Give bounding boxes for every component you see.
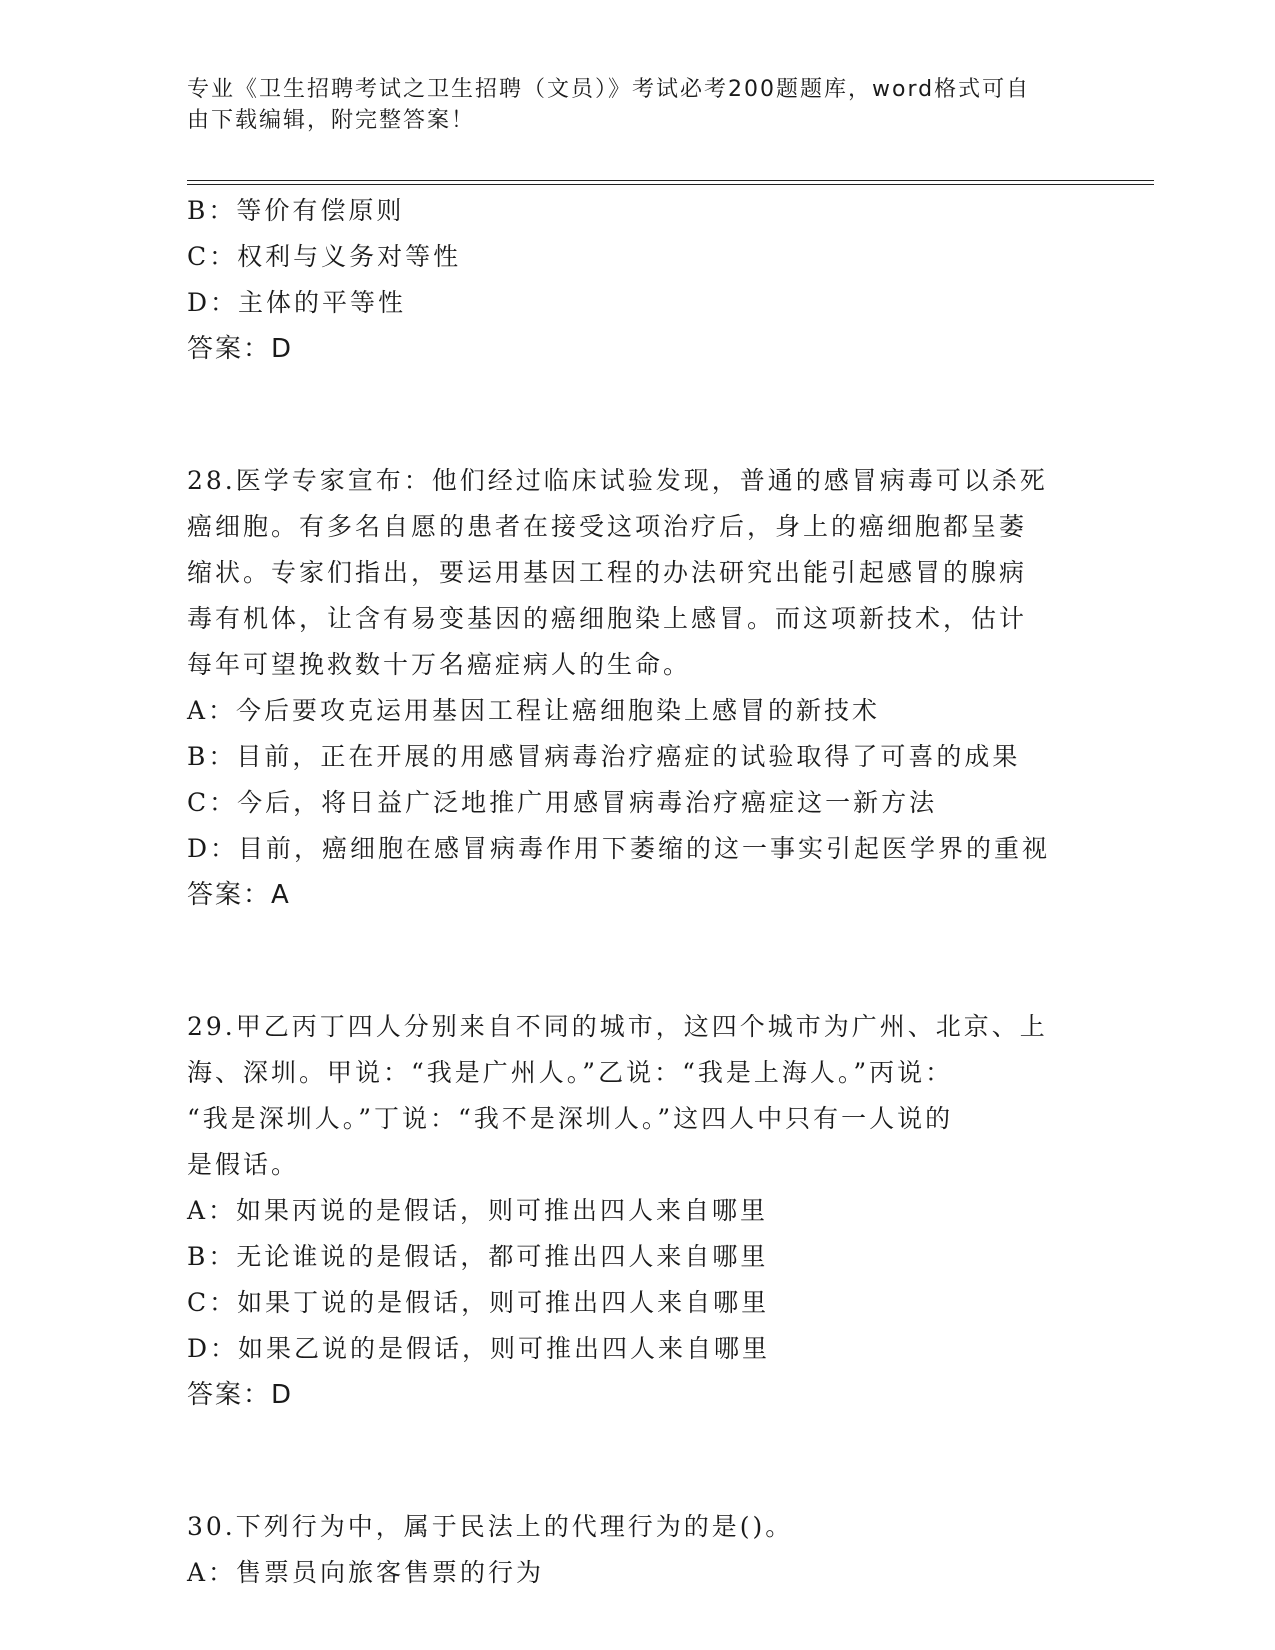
header-rule-top (187, 180, 1154, 181)
q29-option-d: D：如果乙说的是假话，则可推出四人来自哪里 (187, 1334, 771, 1363)
q27-answer: 答案：D (187, 334, 294, 364)
q29-stem-line: 29.甲乙丙丁四人分别来自不同的城市，这四个城市为广州、北京、上 (187, 1012, 1048, 1041)
q27-option-d: D：主体的平等性 (187, 288, 407, 317)
q28-stem-line: 缩状。专家们指出，要运用基因工程的办法研究出能引起感冒的腺病 (187, 558, 1028, 587)
q29-option-a: A：如果丙说的是假话，则可推出四人来自哪里 (187, 1196, 769, 1225)
q29-option-b: B：无论谁说的是假话，都可推出四人来自哪里 (187, 1242, 769, 1271)
q28-option-d: D：目前，癌细胞在感冒病毒作用下萎缩的这一事实引起医学界的重视 (187, 834, 1051, 863)
spacer (187, 918, 1087, 1004)
question-27-block (187, 188, 1087, 372)
q28-option-a: A：今后要攻克运用基因工程让癌细胞染上感冒的新技术 (187, 696, 881, 725)
q28-stem-line: 每年可望挽救数十万名癌症病人的生命。 (187, 650, 692, 679)
q29-stem-line: 是假话。 (187, 1150, 300, 1179)
q27-option-b: B：等价有偿原则 (187, 196, 405, 225)
question-29-block (187, 1004, 1087, 1418)
spacer (187, 372, 1087, 458)
header-line-1: 专业《卫生招聘考试之卫生招聘（文员）》考试必考200题题库，word格式可自 (187, 77, 1031, 102)
question-28-block (187, 458, 1087, 918)
q28-option-b: B：目前，正在开展的用感冒病毒治疗癌症的试验取得了可喜的成果 (187, 742, 1021, 771)
question-30-block (187, 1504, 1087, 1596)
q30-option-a: A：售票员向旅客售票的行为 (187, 1558, 545, 1587)
q28-stem-line: 毒有机体，让含有易变基因的癌细胞染上感冒。而这项新技术，估计 (187, 604, 1028, 633)
q29-stem-line: “我是深圳人。”丁说：“我不是深圳人。”这四人中只有一人说的 (187, 1104, 954, 1133)
q27-option-c: C：权利与义务对等性 (187, 242, 462, 271)
header-line-2: 由下载编辑，附完整答案！ (187, 108, 476, 133)
q28-stem-line: 28.医学专家宣布：他们经过临床试验发现，普通的感冒病毒可以杀死 (187, 466, 1048, 495)
q28-answer: 答案：A (187, 880, 291, 910)
q29-answer: 答案：D (187, 1380, 294, 1410)
q29-option-c: C：如果丁说的是假话，则可推出四人来自哪里 (187, 1288, 770, 1317)
q28-option-c: C：今后，将日益广泛地推广用感冒病毒治疗癌症这一新方法 (187, 788, 938, 817)
q29-stem-line: 海、深圳。甲说：“我是广州人。”乙说：“我是上海人。”丙说： (187, 1058, 954, 1087)
page-header (187, 74, 1087, 136)
document-body (187, 188, 1087, 1596)
q28-stem-line: 癌细胞。有多名自愿的患者在接受这项治疗后，身上的癌细胞都呈萎 (187, 512, 1028, 541)
header-rule-bottom (187, 184, 1154, 185)
q30-stem-line: 30.下列行为中，属于民法上的代理行为的是()。 (187, 1512, 794, 1541)
spacer (187, 1418, 1087, 1504)
